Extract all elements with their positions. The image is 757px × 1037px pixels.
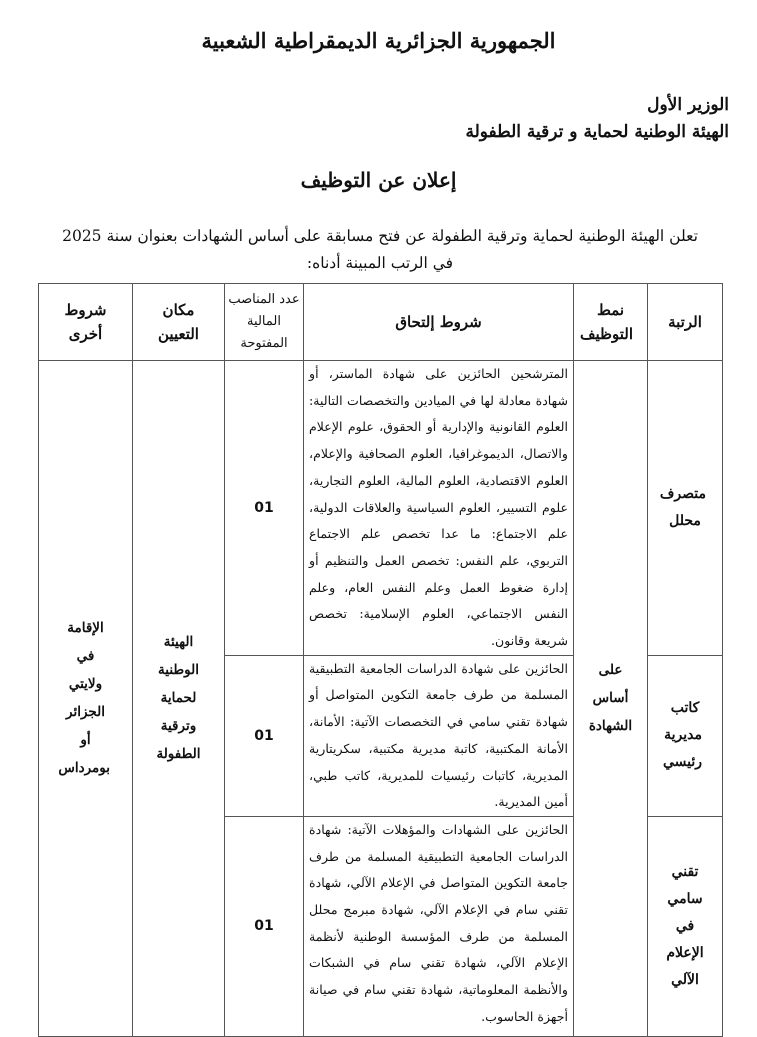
republic-heading: الجمهورية الجزائرية الديمقراطية الشعبية (201, 28, 556, 53)
other-conditions-cell: الإقامة في ولايتي الجزائر أو بومرداس (39, 361, 133, 1037)
ministry-line: الوزير الأول (647, 95, 729, 115)
header-other-conditions: شروط أخرى (39, 284, 133, 361)
table-header-row (39, 284, 723, 361)
recruitment-table (38, 283, 723, 1037)
announcement-title: إعلان عن التوظيف (300, 168, 457, 192)
conditions-cell: الحائزين على الشهادات والمؤهلات الآتية: شهادة الدراسات الجامعية التطبيقية المسلمة من طرف جامعة التكوين المتواصل في الإعلام الآلي، شهادة تقني سام في الإعلام الآلي، شهادة مبرمج محلل المسلمة من طرف المؤسسة الوطنية لأنظمة الإعلام الآلي، شهادة تقني سام في الشبكات والأنظمة المعلوماتية، شهادة تقني سام في صيانة أجهزة الحاسوب. (304, 816, 574, 1036)
header-recruitment-mode: نمط التوظيف (574, 284, 648, 361)
location-cell: الهيئة الوطنية لحماية وترقية الطفولة (133, 361, 225, 1037)
recruitment-mode-cell: على أساس الشهادة (574, 361, 648, 1037)
header-location: مكان التعيين (133, 284, 225, 361)
positions-cell: 01 (225, 816, 304, 1036)
header-positions: عدد المناصب المالية المفتوحة (225, 284, 304, 361)
organization-line: الهيئة الوطنية لحماية و ترقية الطفولة (465, 122, 729, 142)
grade-cell: كاتب مديرية رئيسي (648, 655, 723, 816)
conditions-cell: المترشحين الحائزين على شهادة الماستر، أو شهادة معادلة لها في الميادين والتخصصات التالية: العلوم القانونية والإدارية أو الحقوق، علوم الإعلام والاتصال، الديموغرافيا، العلوم الصحافية والإعلام، العلوم الاقتصادية، العلوم المالية، العلوم التجارية، علوم التسيير، العلوم السياسية والعلاقات الدولية، علم الاجتماع: ما عدا تخصص علم الاجتماع التربوي، علم النفس: تخصص العمل والتنظيم أو إدارة ضغوط العمل وعلم النفس العام، وعلم النفس الاجتماعي، العلوم الإسلامية: تخصص شريعة وقانون. (304, 361, 574, 656)
grade-cell: تقني سامي في الإعلام الآلي (648, 816, 723, 1036)
table-row (39, 361, 723, 656)
issuing-authority (465, 92, 729, 146)
conditions-cell: الحائزين على شهادة الدراسات الجامعية التطبيقية المسلمة من طرف جامعة التكوين المتواصل أو شهادة تقني سامي في التخصصات الآتية: الأمانة، الأمانة المكتبية، كاتبة مديرية مكتبية، سكريتارية المديرية، كاتبات رئيسيات للمديرية، كاتب طبي، أمين المديرية. (304, 655, 574, 816)
announcement-intro: تعلن الهيئة الوطنية لحماية وترقية الطفولة عن فتح مسابقة على أساس الشهادات بعنوان سنة 2025 في الرتب المبينة أدناه: (62, 227, 698, 272)
header-conditions: شروط إلتحاق (304, 284, 574, 361)
positions-cell: 01 (225, 361, 304, 656)
grade-cell: متصرف محلل (648, 361, 723, 656)
header-grade: الرتبة (648, 284, 723, 361)
positions-cell: 01 (225, 655, 304, 816)
